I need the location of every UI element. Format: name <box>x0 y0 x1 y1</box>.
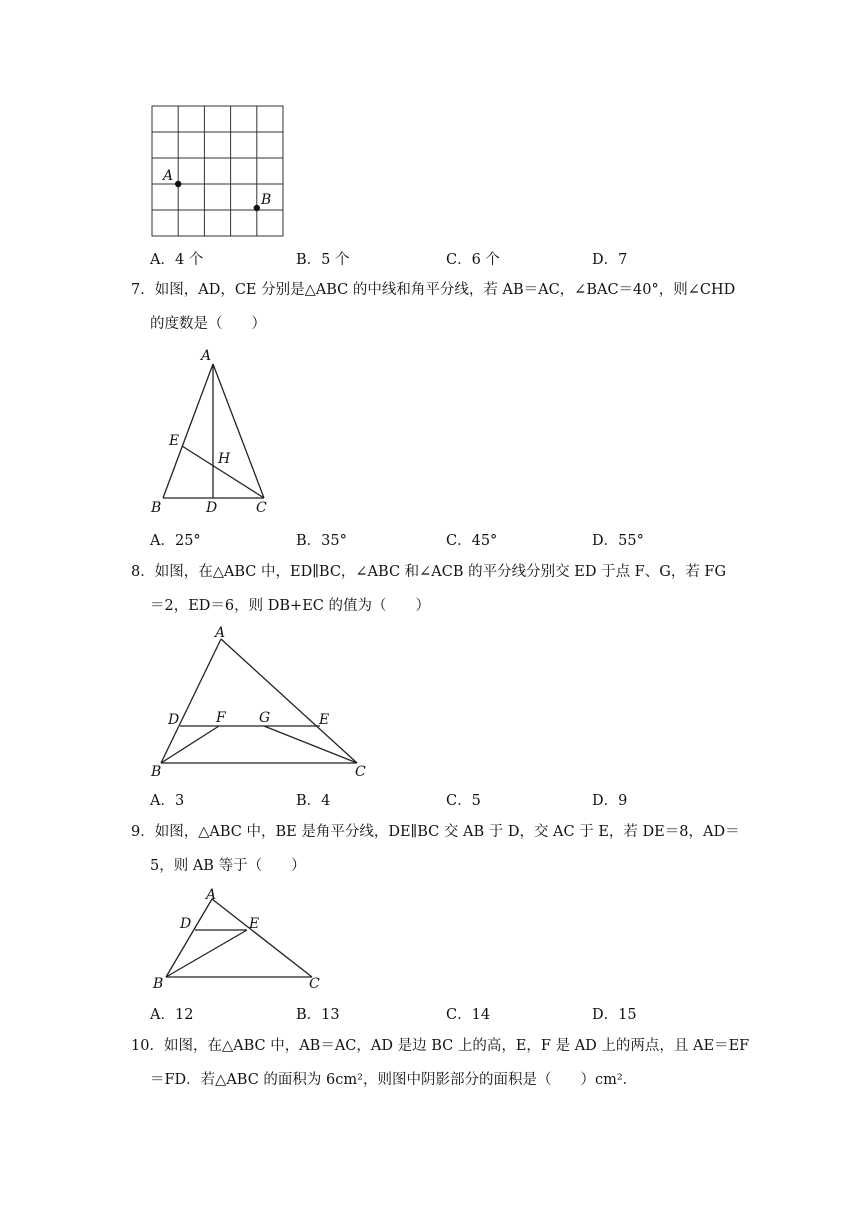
q8-label-g: G <box>259 710 271 726</box>
q8-number: 8． <box>131 564 155 580</box>
q10-number: 10． <box>131 1038 164 1054</box>
q10-stem <box>131 1029 749 1063</box>
q8-label-f: F <box>216 710 226 726</box>
q10-line1: 如图，在△ABC 中，AB＝AC，AD 是边 BC 上的高，E，F 是 AD 上的两点，且 AE＝EF <box>163 1038 750 1054</box>
q7-label-a: A <box>201 348 212 364</box>
q8-label-c: C <box>355 764 366 780</box>
q7-number: 7． <box>131 282 155 298</box>
q9-label-e: E <box>249 916 260 932</box>
q8-option-d: D．9 <box>592 793 628 809</box>
q6-option-c: C．6 个 <box>446 252 500 268</box>
q9-stem-line2: 5，则 AB 等于（ ） <box>150 858 306 874</box>
q7-label-b: B <box>151 500 162 516</box>
q8-label-b: B <box>151 764 162 780</box>
q6-option-a: A．4 个 <box>150 252 204 268</box>
q6-option-d: D．7 <box>592 252 628 268</box>
q8-option-a: A．3 <box>150 793 185 809</box>
q9-option-b: B．13 <box>296 1007 340 1023</box>
q8-label-d: D <box>168 712 180 728</box>
q9-label-b: B <box>153 976 164 992</box>
q7-line1: 如图，AD，CE 分别是△ABC 的中线和角平分线，若 AB＝AC，∠BAC＝40°，则∠CHD <box>154 282 736 298</box>
q7-option-b: B．35° <box>296 533 347 549</box>
q6-point-b-label: B <box>261 192 272 208</box>
q7-label-e: E <box>169 433 180 449</box>
q6-point-a-label: A <box>163 168 174 184</box>
q6-option-b: B．5 个 <box>296 252 350 268</box>
q7-label-d: D <box>206 500 218 516</box>
q8-line1: 如图，在△ABC 中，ED∥BC，∠ABC 和∠ACB 的平分线分别交 ED 于点 F、G，若 FG <box>154 564 727 580</box>
q8-stem-line2: ＝2，ED＝6，则 DB+EC 的值为（ ） <box>150 598 430 614</box>
q7-label-c: C <box>256 500 267 516</box>
q9-option-c: C．14 <box>446 1007 491 1023</box>
q7-option-d: D．55° <box>592 533 644 549</box>
q7-option-c: C．45° <box>446 533 498 549</box>
q9-label-d: D <box>180 916 192 932</box>
q9-option-a: A．12 <box>150 1007 194 1023</box>
q9-label-a: A <box>206 887 217 903</box>
q9-label-c: C <box>309 976 320 992</box>
q10-stem-line2: ＝FD．若△ABC 的面积为 6cm²，则图中阴影部分的面积是（ ）cm²． <box>150 1072 638 1088</box>
q8-option-c: C．5 <box>446 793 481 809</box>
q9-line1: 如图，△ABC 中，BE 是角平分线，DE∥BC 交 AB 于 D，交 AC 于 E，若 DE＝8，AD＝ <box>154 824 740 840</box>
q7-option-a: A．25° <box>150 533 201 549</box>
q8-label-e: E <box>319 712 330 728</box>
q9-option-d: D．15 <box>592 1007 637 1023</box>
q7-stem-line2: 的度数是（ ） <box>150 316 266 332</box>
q8-label-a: A <box>215 625 226 641</box>
q8-option-b: B．4 <box>296 793 331 809</box>
q9-number: 9． <box>131 824 155 840</box>
q7-label-h: H <box>218 451 231 467</box>
